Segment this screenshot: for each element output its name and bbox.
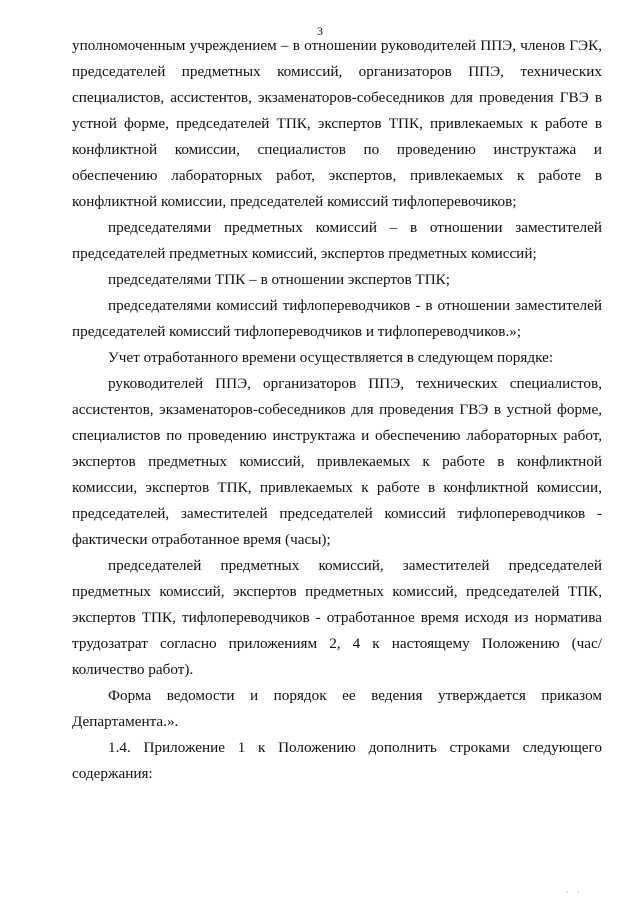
paragraph-tpk-chairs: председателями ТПК – в отношении экспертов ТПК; <box>108 271 451 288</box>
paragraph-time-accounting-intro: Учет отработанного времени осуществляется в следующем порядке: <box>108 349 554 366</box>
paragraph-authorized-institution: уполномоченным учреждением – в отношении руководителей ППЭ, членов ГЭК, председателей предметных комиссий, организаторов ППЭ, технических специалистов, ассистентов, экзаменаторов-собеседников для проведения ГВЭ в устной форме, председателей ТПК, экспертов ТПК, привлекаемых к работе в конфликтной комиссии, специалистов по проведению инструктажа и обеспечению лабораторных работ, экспертов, привлекаемых к работе в конфликтной комиссии, председателей комиссий тифлоперевочиков; <box>72 37 602 210</box>
paragraph-subject-commission-chairs: председателями предметных комиссий – в отношении заместителей председателей предметных комиссий, экспертов предметных комиссий; <box>72 219 602 262</box>
page-number: 3 <box>317 24 323 38</box>
paragraph-appendix-amendment: 1.4. Приложение 1 к Положению дополнить строками следующего содержания: <box>72 739 602 782</box>
paragraph-actual-hours: руководителей ППЭ, организаторов ППЭ, технических специалистов, ассистентов, экзаменаторов-собеседников для проведения ГВЭ в устной форме, специалистов по проведению инструктажа и обеспечению лабораторных работ, экспертов предметных комиссий, привлекаемых к работе в конфликтной комиссии, экспертов ТПК, привлекаемых к работе в конфликтной комиссии, председателей, заместителей председателей комиссий тифлопереводчиков - фактически отработанное время (часы); <box>72 375 602 548</box>
document-body <box>72 33 602 787</box>
paragraph-normative-hours: председателей предметных комиссий, заместителей председателей предметных комиссий, экспертов предметных комиссий, председателей ТПК, экспертов ТПК, тифлопереводчиков - отработанное время исходя из норматива трудозатрат согласно приложениям 2, 4 к настоящему Положению (час/количество работ). <box>72 557 602 678</box>
paragraph-statement-form: Форма ведомости и порядок ее ведения утверждается приказом Департамента.». <box>72 687 602 730</box>
scan-artifact-mark: · · <box>566 888 583 897</box>
paragraph-typhlo-commission-chairs: председателями комиссий тифлопереводчиков - в отношении заместителей председателей комиссий тифлопереводчиков и тифлопереводчиков.»; <box>72 297 602 340</box>
